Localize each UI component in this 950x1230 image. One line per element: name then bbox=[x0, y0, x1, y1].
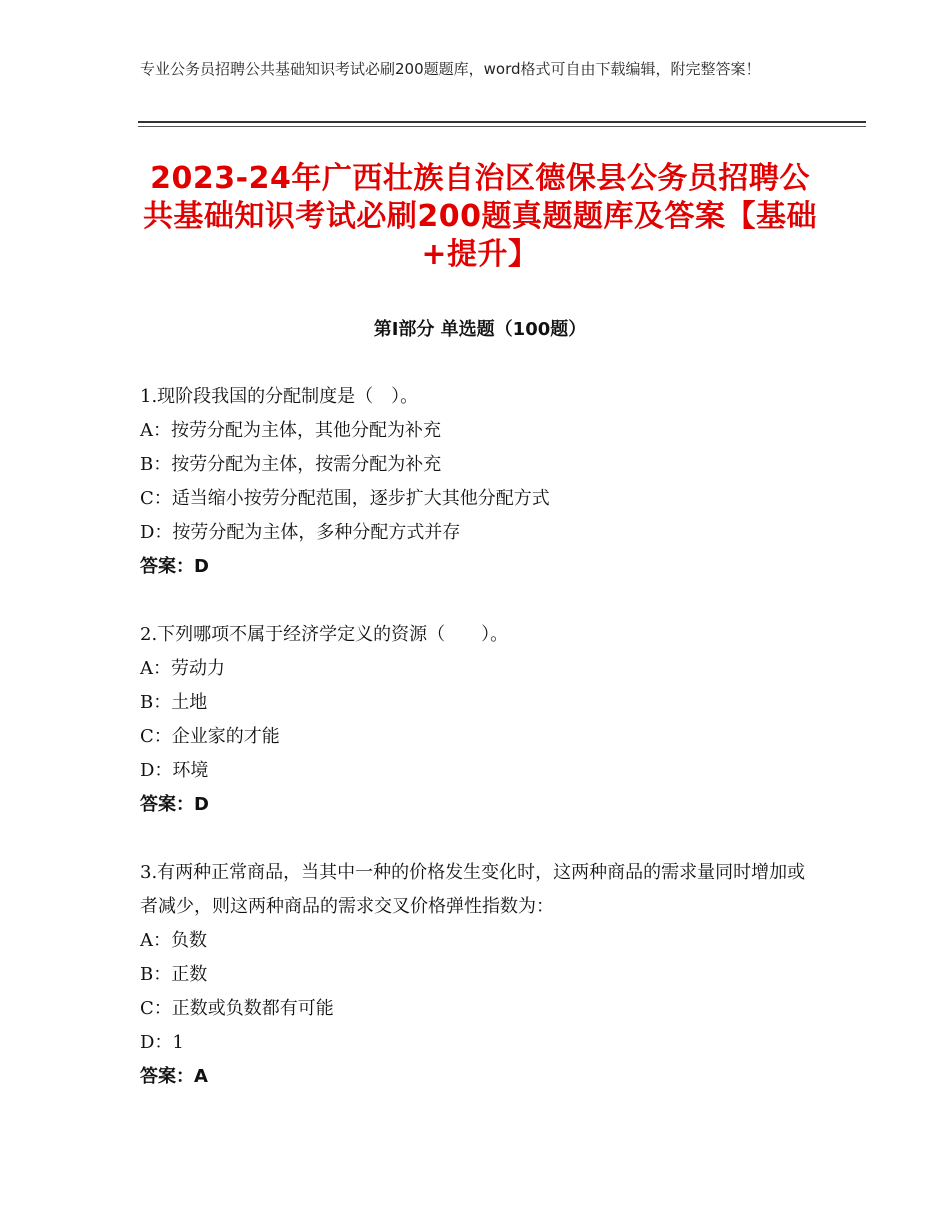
option-d: D：1 bbox=[140, 1032, 184, 1053]
option-c: C：正数或负数都有可能 bbox=[140, 998, 334, 1019]
option-b: B：按劳分配为主体，按需分配为补充 bbox=[140, 454, 442, 475]
document-title: 2023-24年广西壮族自治区德保县公务员招聘公共基础知识考试必刷200题真题题库及答案【基础+提升】 bbox=[142, 161, 818, 272]
option-a: A：负数 bbox=[140, 930, 207, 951]
header-note: 专业公务员招聘公共基础知识考试必刷200题题库，word格式可自由下载编辑，附完整答案！ bbox=[140, 60, 761, 78]
answer-line: 答案：A bbox=[140, 1066, 208, 1087]
question-1 bbox=[140, 380, 820, 584]
question-2 bbox=[140, 618, 820, 822]
question-stem: 2.下列哪项不属于经济学定义的资源（ ）。 bbox=[140, 624, 509, 645]
question-list bbox=[140, 380, 820, 1128]
answer-line: 答案：D bbox=[140, 794, 209, 815]
question-stem: 3.有两种正常商品，当其中一种的价格发生变化时，这两种商品的需求量同时增加或者减少，则这两种商品的需求交叉价格弹性指数为： bbox=[140, 862, 806, 917]
option-b: B：正数 bbox=[140, 964, 208, 985]
option-c: C：企业家的才能 bbox=[140, 726, 280, 747]
question-stem: 1.现阶段我国的分配制度是（ ）。 bbox=[140, 386, 419, 407]
question-3 bbox=[140, 856, 820, 1094]
header-rule-thick bbox=[138, 121, 866, 123]
option-a: A：按劳分配为主体，其他分配为补充 bbox=[140, 420, 441, 441]
option-a: A：劳动力 bbox=[140, 658, 225, 679]
answer-line: 答案：D bbox=[140, 556, 209, 577]
option-d: D：按劳分配为主体，多种分配方式并存 bbox=[140, 522, 461, 543]
option-c: C：适当缩小按劳分配范围，逐步扩大其他分配方式 bbox=[140, 488, 550, 509]
option-d: D：环境 bbox=[140, 760, 209, 781]
option-b: B：土地 bbox=[140, 692, 208, 713]
header-rule-thin bbox=[138, 126, 866, 127]
section-title: 第Ⅰ部分 单选题（100题） bbox=[373, 319, 587, 340]
